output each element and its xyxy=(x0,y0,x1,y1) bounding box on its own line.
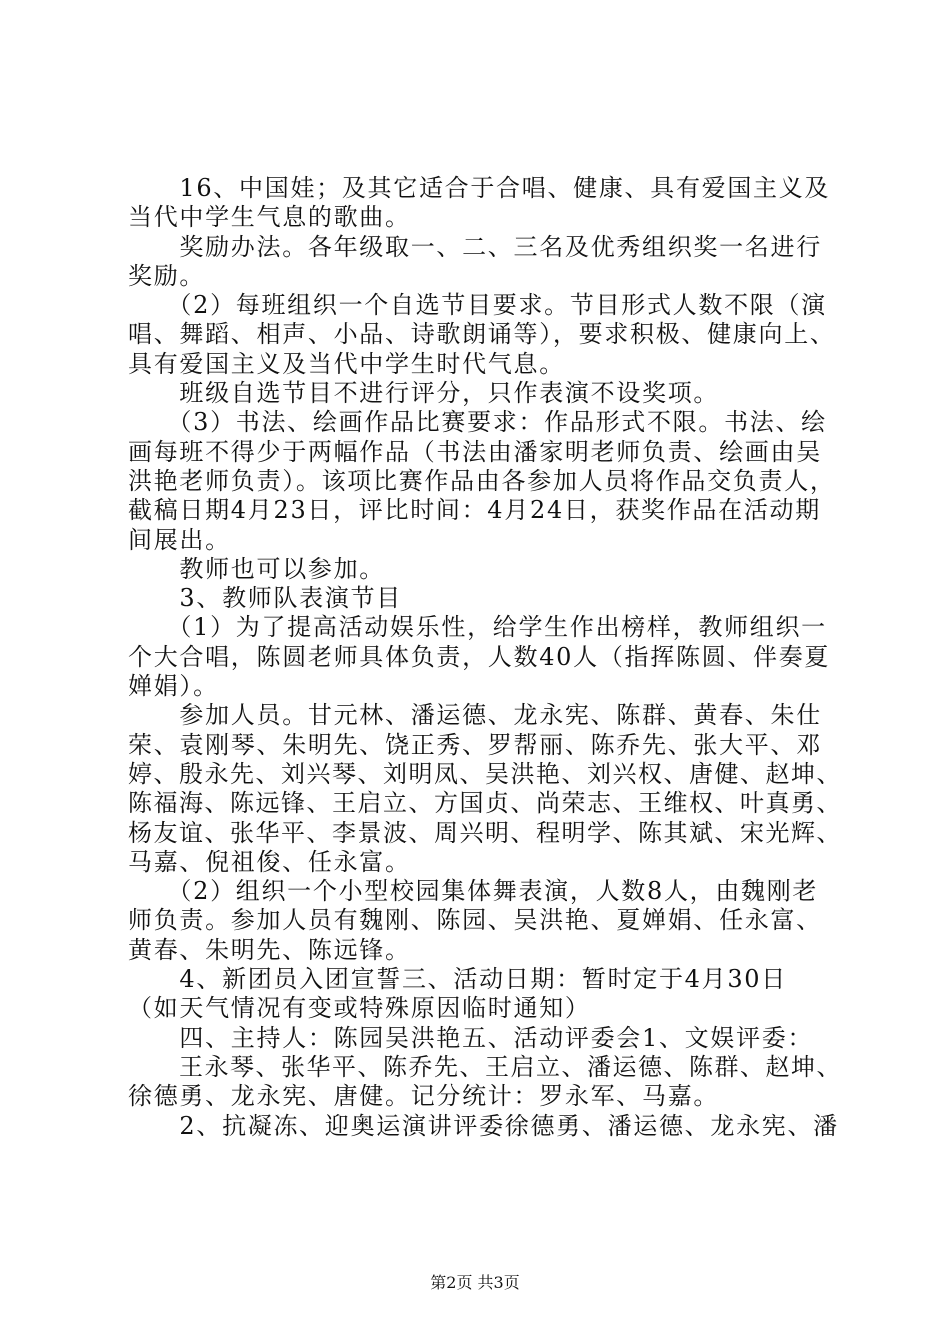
text-line: 16、中国娃；及其它适合于合唱、健康、具有爱国主义及 xyxy=(128,174,831,202)
text-line: 唱、舞蹈、相声、小品、诗歌朗诵等），要求积极、健康向上、 xyxy=(128,320,836,349)
text-line: （如天气情况有变或特殊原因临时通知） xyxy=(128,994,591,1023)
text-line: 教师也可以参加。 xyxy=(128,554,385,583)
text-line: 陈福海、陈远锋、王启立、方国贞、尚荣志、王维权、叶真勇、 xyxy=(128,789,842,818)
document-body xyxy=(128,174,842,1141)
text-line: 间展出。 xyxy=(128,525,231,554)
text-line: 奖励办法。各年级取一、二、三名及优秀组织奖一名进行 xyxy=(128,232,822,261)
text-line: 黄春、朱明先、陈远锋。 xyxy=(128,935,411,964)
page-footer: 第2页 共3页 xyxy=(430,1273,520,1292)
text-line: 班级自选节目不进行评分，只作表演不设奖项。 xyxy=(128,379,720,408)
text-line: 婵娟）。 xyxy=(128,672,219,701)
text-line: 婷、殷永先、刘兴琴、刘明凤、吴洪艳、刘兴权、唐健、赵坤、 xyxy=(128,759,842,788)
text-line: 洪艳老师负责）。该项比赛作品由各参加人员将作品交负责人， xyxy=(128,466,836,495)
text-line: 徐德勇、龙永宪、唐健。记分统计：罗永军、马嘉。 xyxy=(128,1082,720,1111)
text-line: 具有爱国主义及当代中学生时代气息。 xyxy=(128,349,565,378)
text-line: （2）每班组织一个自选节目要求。节目形式人数不限（演 xyxy=(128,291,827,320)
text-line: 荣、袁刚琴、朱明先、饶正秀、罗帮丽、陈乔先、张大平、邓 xyxy=(128,730,822,759)
text-line: 奖励。 xyxy=(128,261,206,290)
text-line: 杨友谊、张华平、李景波、周兴明、程明学、陈其斌、宋光辉、 xyxy=(128,818,842,847)
text-line: 马嘉、倪祖俊、任永富。 xyxy=(128,847,411,876)
text-line: 4、新团员入团宣誓三、活动日期：暂时定于4月30日 xyxy=(128,965,787,994)
text-line: 3、教师队表演节目 xyxy=(128,584,402,613)
text-line: （2）组织一个小型校园集体舞表演，人数8人，由魏刚老 xyxy=(128,877,819,906)
text-line: 当代中学生气息的歌曲。 xyxy=(128,203,411,232)
text-line: （3）书法、绘画作品比赛要求：作品形式不限。书法、绘 xyxy=(128,408,827,437)
text-line: 参加人员。甘元林、潘运德、龙永宪、陈群、黄春、朱仕 xyxy=(128,701,822,730)
text-line: 四、主持人：陈园吴洪艳五、活动评委会1、文娱评委： xyxy=(128,1023,814,1052)
text-line: 个大合唱，陈圆老师具体负责，人数40人（指挥陈圆、伴奏夏 xyxy=(128,642,831,671)
text-line: 截稿日期4月23日，评比时间：4月24日，获奖作品在活动期 xyxy=(128,496,821,525)
text-line: 王永琴、张华平、陈乔先、王启立、潘运德、陈群、赵坤、 xyxy=(128,1052,842,1081)
text-line: 画每班不得少于两幅作品（书法由潘家明老师负责、绘画由吴 xyxy=(128,437,822,466)
text-line: 2、抗凝冻、迎奥运演讲评委徐德勇、潘运德、龙永宪、潘 xyxy=(128,1111,839,1140)
text-line: （1）为了提高活动娱乐性，给学生作出榜样，教师组织一 xyxy=(128,613,827,642)
text-line: 师负责。参加人员有魏刚、陈园、吴洪艳、夏婵娟、任永富、 xyxy=(128,906,822,935)
